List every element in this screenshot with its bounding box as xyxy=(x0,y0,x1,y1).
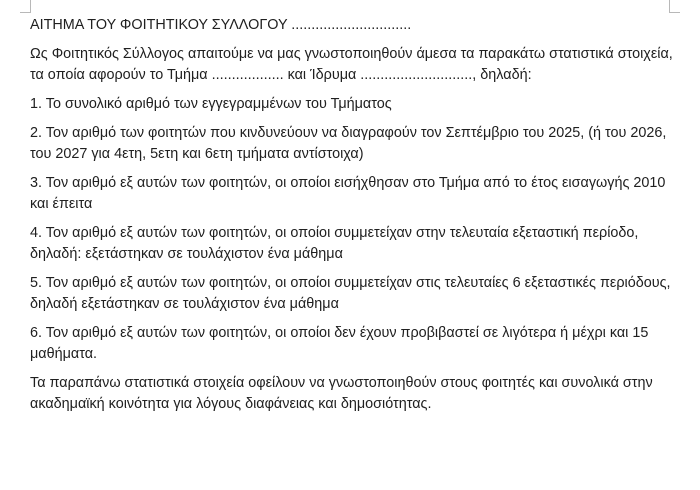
list-item: 6. Τον αριθμό εξ αυτών των φοιτητών, οι οποίοι δεν έχουν προβιβαστεί σε λιγότερα ή μέχρι και 15 μαθήματα. xyxy=(30,325,649,362)
list-item: 2. Τον αριθμό των φοιτητών που κινδυνεύουν να διαγραφούν τον Σεπτέμβριο του 2025, (ή του 2026, του 2027 για 4ετη, 5ετη και 6ετη τμήματα αντίστοιχα) xyxy=(30,125,667,162)
document-title: ΑΙΤΗΜΑ ΤΟΥ ΦΟΙΤΗΤΙΚΟΥ ΣΥΛΛΟΓΟΥ .............................. xyxy=(30,17,412,33)
closing-paragraph: Τα παραπάνω στατιστικά στοιχεία οφείλουν να γνωστοποιηθούν στους φοιτητές και συνολικά στην ακαδημαϊκή κοινότητα για λόγους διαφάνειας και δημοσιότητας. xyxy=(30,375,653,412)
intro-paragraph: Ως Φοιτητικός Σύλλογος απαιτούμε να μας γνωστοποιηθούν άμεσα τα παρακάτω στατιστικά στοιχεία, τα οποία αφορούν το Τμήμα .................. και Ίδρυμα ............................, δηλαδή: xyxy=(30,46,673,83)
document-body xyxy=(30,15,675,423)
list-item: 1. Το συνολικό αριθμό των εγγεγραμμένων του Τμήματος xyxy=(30,96,392,112)
page-corner-mark-right xyxy=(669,0,680,13)
list-item: 4. Τον αριθμό εξ αυτών των φοιτητών, οι οποίοι συμμετείχαν στην τελευταία εξεταστική περίοδο, δηλαδή: εξετάστηκαν σε τουλάχιστον ένα μάθημα xyxy=(30,225,639,262)
list-item: 3. Τον αριθμό εξ αυτών των φοιτητών, οι οποίοι εισήχθησαν στο Τμήμα από το έτος εισαγωγής 2010 και έπειτα xyxy=(30,175,666,212)
page-corner-mark-left xyxy=(20,0,31,13)
list-item: 5. Τον αριθμό εξ αυτών των φοιτητών, οι οποίοι συμμετείχαν στις τελευταίες 6 εξεταστικές περιόδους, δηλαδή εξετάστηκαν σε τουλάχιστον ένα μάθημα xyxy=(30,275,671,312)
